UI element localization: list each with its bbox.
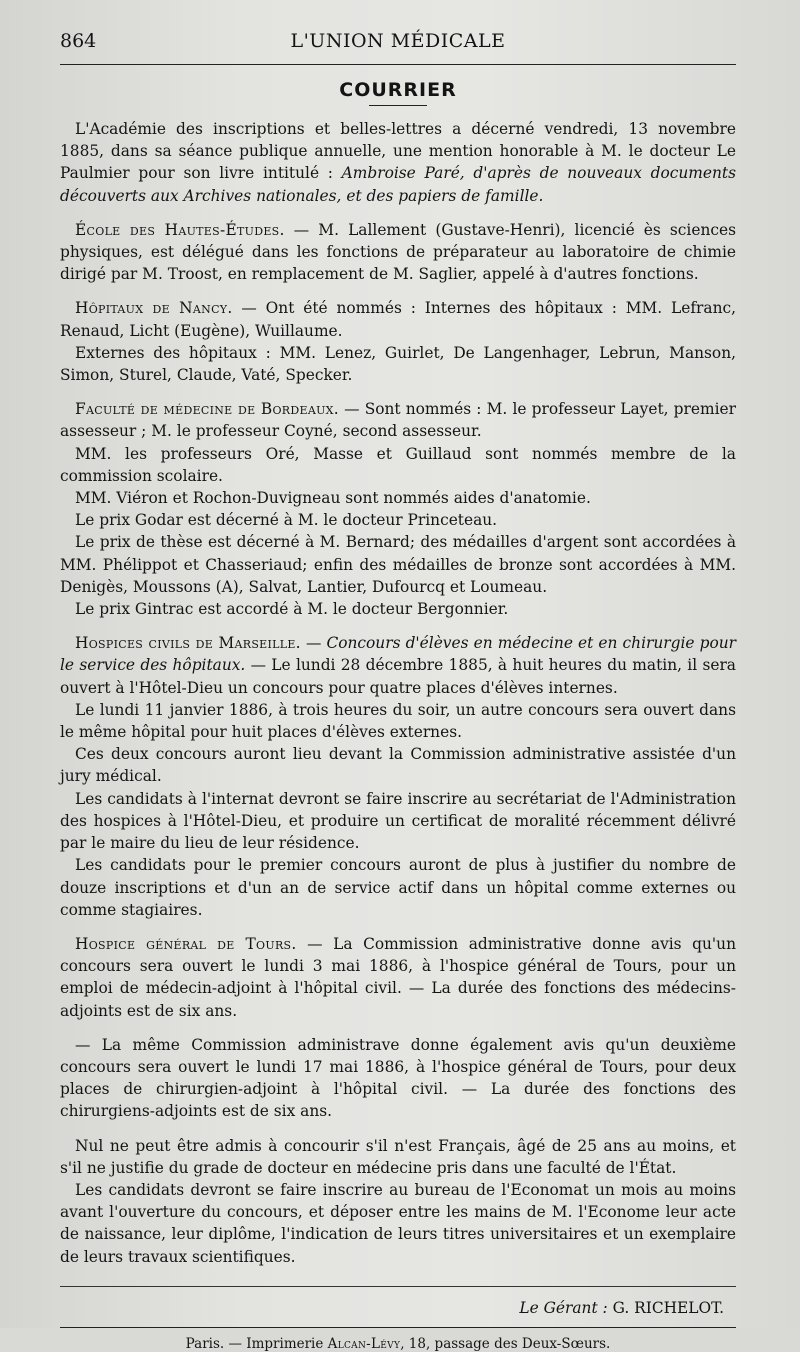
paragraph-commission-scolaire: MM. les professeurs Oré, Masse et Guillaud sont nommés membre de la commission scolaire. <box>60 444 736 485</box>
paragraph-bordeaux: Faculté de médecine de Bordeaux. — Sont nommés : M. le professeur Layet, premier assesseur ; M. le professeur Coyné, second assesseur. <box>60 400 736 441</box>
paragraph-conditions: Les candidats pour le premier concours auront de plus à justifier du nombre de douze inscriptions et d'un an de service actif dans un hôpital comme externes ou comme stagiaires. <box>60 856 736 919</box>
paragraph-concours-externes: Le lundi 11 janvier 1886, à trois heures du soir, un autre concours sera ouvert dans le même hôpital pour huit places d'élèves externes. <box>60 700 736 742</box>
paragraph-tours: Hospice général de Tours. — La Commission administrative donne avis qu'un concours sera ouvert le lundi 3 mai 1886, à l'hospice général de Tours, pour un emploi de médecin-adjoint à l'hôpital civil. — La durée des fonctions des médecins-adjoints est de six ans. <box>60 934 736 1020</box>
concours-title: Concours d'élèves en médecine et en chirurgie pour le service des hôpitaux. <box>60 634 736 675</box>
rubric-label: Hospice général de Tours. <box>75 934 297 953</box>
header-rule <box>60 64 736 65</box>
article-body <box>60 118 736 1268</box>
signature-name: G. RICHELOT. <box>607 1298 724 1317</box>
rubric-label: Faculté de médecine de Bordeaux. <box>75 400 339 419</box>
section-title: COURRIER <box>339 79 457 101</box>
paragraph-prix-these: Le prix de thèse est décerné à M. Bernard; des médailles d'argent sont accordées à MM. Phélippot et Chasseriaud; enfin des médailles de bronze sont accordées à MM. Denigès, Moussons (A), Salvat, Lantier, Dufourcq et Loumeau. <box>60 533 736 596</box>
paragraph-academie: L'Académie des inscriptions et belles-lettres a décerné vendredi, 13 novembre 1885, dans sa séance publique annuelle, une mention honorable à M. le docteur Le Paulmier pour son livre intitulé : Ambroise Paré, d'après de nouveaux documents découverts aux Archives nationales, et des papiers de famille. <box>60 120 736 205</box>
paragraph-prix-gintrac: Le prix Gintrac est accordé à M. le docteur Bergonnier. <box>75 600 509 619</box>
rubric-label: Hospices civils de Marseille. <box>75 634 301 653</box>
signature-rule <box>60 1286 736 1287</box>
signature-label: Le Gérant : <box>519 1298 608 1317</box>
imprint: Paris. — Imprimerie Alcan-Lévy, 18, passage des Deux-Sœurs. <box>185 1335 611 1352</box>
paragraph-prix-godar: Le prix Godar est décerné à M. le docteur Princeteau. <box>75 511 498 530</box>
rubric-label: Hôpitaux de Nancy. <box>75 299 233 318</box>
printer-name: Alcan-Lévy <box>327 1335 401 1352</box>
rubric-label: École des Hautes-Études. <box>75 220 285 239</box>
paragraph-tours-chirurgien: — La même Commission administrave donne également avis qu'un deuxième concours sera ouvert le lundi 17 mai 1886, à l'hospice général de Tours, pour deux places de chirurgien-adjoint à l'hôpital civil. — La durée des fonctions des chirurgiens-adjoints est de six ans. <box>60 1035 736 1121</box>
paragraph-nancy-externes: Externes des hôpitaux : MM. Lenez, Guirlet, De Langenhager, Lebrun, Manson, Simon, Sturel, Claude, Vaté, Specker. <box>60 343 736 385</box>
running-head <box>60 26 736 60</box>
journal-title: L'UNION MÉDICALE <box>290 30 506 52</box>
paragraph-aides-anatomie: MM. Viéron et Rochon-Duvigneau sont nommés aides d'anatomie. <box>75 489 591 508</box>
paragraph-hautes-etudes: École des Hautes-Études. — M. Lallement (Gustave-Henri), licencié ès sciences physiques, est délégué dans les fonctions de préparateur au laboratoire de chimie dirigé par M. Troost, en remplacement de M. Saglier, appelé à d'autres fonctions. <box>60 220 736 284</box>
paragraph-nancy-internes: Hôpitaux de Nancy. — Ont été nommés : Internes des hôpitaux : MM. Lefranc, Renaud, Licht (Eugène), Wuillaume. <box>60 299 736 340</box>
paragraph-inscription-internat: Les candidats à l'internat devront se faire inscrire au secrétariat de l'Administration des hospices à l'Hôtel-Dieu, et produire un certificat de moralité récemment délivré par le maire du lieu de leur résidence. <box>60 789 736 853</box>
signature <box>60 1299 736 1317</box>
page-number: 864 <box>60 30 97 52</box>
paragraph-marseille: Hospices civils de Marseille. — Concours d'élèves en médecine et en chirurgie pour le service des hôpitaux. — Le lundi 28 décembre 1885, à huit heures du matin, il sera ouvert à l'Hôtel-Dieu un concours pour quatre places d'élèves internes. <box>60 634 736 697</box>
paragraph-jury: Ces deux concours auront lieu devant la Commission administrative assistée d'un jury médical. <box>60 745 736 786</box>
paragraph-inscription-economat: Les candidats devront se faire inscrire au bureau de l'Economat un mois au moins avant l'ouverture du concours, et déposer entre les mains de M. l'Econome leur acte de naissance, leur diplôme, l'indication de leurs titres universitaires et un exemplaire de leurs travaux scientifiques. <box>60 1180 736 1266</box>
title-underline <box>369 105 427 106</box>
book-title: Ambroise Paré, d'après de nouveaux documents découverts aux Archives nationales, et des papiers de famille. <box>60 164 736 205</box>
paragraph-admission: Nul ne peut être admis à concourir s'il n'est Français, âgé de 25 ans au moins, et s'il ne justifie du grade de docteur en médecine pris dans une faculté de l'État. <box>60 1136 736 1177</box>
